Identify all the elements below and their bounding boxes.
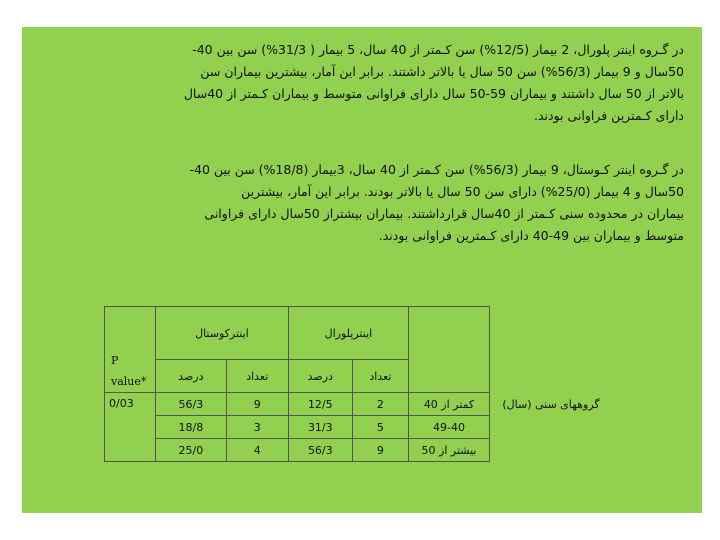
col-count-header: تعداد — [352, 360, 408, 393]
paragraph-line: 50سال و 4 بیمار (25/0%) دارای سن 50 سال یا بالاتر بودند. برابر این آمار، بیشترین — [241, 184, 684, 199]
col-percent-header: درصد — [288, 360, 352, 393]
ic-percent-cell: 56/3 — [156, 393, 227, 416]
ip-count-cell: 5 — [352, 416, 408, 439]
paragraph-line: در گـروه اینتر کـوستال، 9 بیمار (56/3%) سن کـمتر از 40 سال، 3بیمار (18/8%) سن بین 40- — [189, 162, 684, 177]
ic-count-cell: 9 — [226, 393, 288, 416]
empty-header-cell — [409, 307, 490, 393]
ip-percent-cell: 12/5 — [288, 393, 352, 416]
intercostal-header: اینترکوستال — [156, 307, 289, 360]
ip-count-cell: 9 — [352, 439, 408, 462]
ip-percent-cell: 56/3 — [288, 439, 352, 462]
col-percent-header: درصد — [156, 360, 227, 393]
age-label-cell: 49-40 — [409, 416, 490, 439]
ic-count-cell: 4 — [226, 439, 288, 462]
paragraph-line: بیماران در محدوده سنی کـمتر از 40سال قرارداشتند. بیماران بیشتراز 50سال دارای فراوانی — [204, 206, 684, 221]
paragraph-line: 50سال و 9 بیمار (56/3%) سن 50 سال یا بالاتر داشتند. برابر این آمار، بیشترین بیماران سن — [200, 64, 684, 79]
ic-count-cell: 3 — [226, 416, 288, 439]
p-value-cell: 0/03 — [105, 393, 156, 462]
slide — [22, 27, 702, 513]
p-value-header — [105, 307, 156, 393]
col-count-header: تعداد — [226, 360, 288, 393]
row-group-label: گروههای سنی (سال) — [502, 397, 600, 411]
paragraph-line: متوسط و بیماران بین 49-40 دارای کـمترین فراوانی بودند. — [378, 228, 684, 243]
p-value-label: value* — [111, 375, 147, 388]
paragraph-intercostal — [38, 159, 684, 247]
p-label: P — [111, 354, 119, 367]
paragraph-line: دارای کـمترین فراوانی بودند. — [533, 108, 684, 123]
age-label-cell: بیشتر از 50 — [409, 439, 490, 462]
ic-percent-cell: 18/8 — [156, 416, 227, 439]
age-label-cell: کمتر از 40 — [409, 393, 490, 416]
ip-count-cell: 2 — [352, 393, 408, 416]
ip-percent-cell: 31/3 — [288, 416, 352, 439]
table-header-row — [105, 307, 613, 360]
paragraph-line: در گـروه اینتر پلورال، 2 بیمار (12/5%) سن کـمتر از 40 سال، 5 بیمار ( 31/3%) سن بین 40- — [192, 42, 684, 57]
age-group-table — [104, 306, 612, 462]
paragraph-interpleural — [38, 39, 684, 127]
paragraph-line: بالاتر از 50 سال داشتند و بیماران 59-50 سال دارای فراوانی متوسط و بیماران کـمتر از 40سال — [183, 86, 684, 101]
ic-percent-cell: 25/0 — [156, 439, 227, 462]
interpleural-header: اینترپلورال — [288, 307, 408, 360]
